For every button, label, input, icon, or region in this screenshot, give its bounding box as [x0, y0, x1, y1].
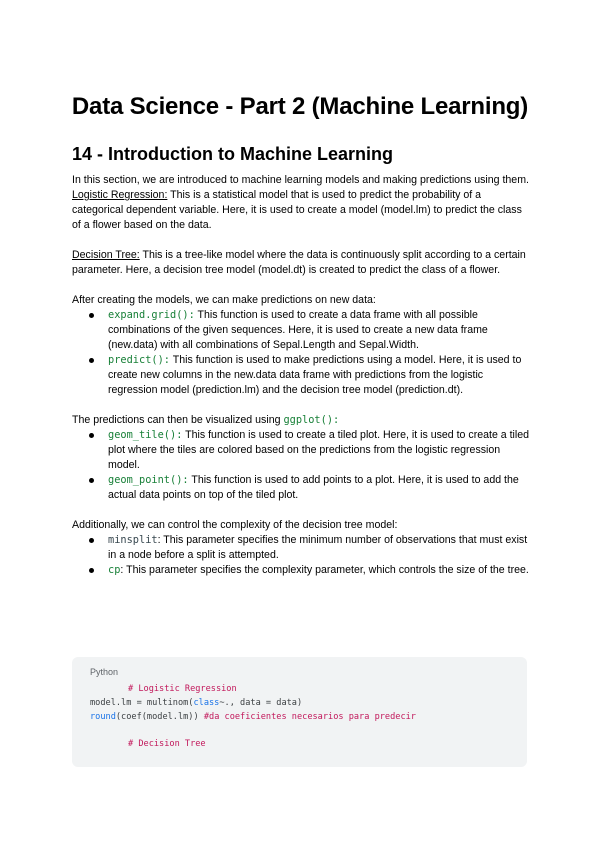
logistic-paragraph	[72, 188, 532, 233]
visualize-intro: The predictions can then be visualized using	[72, 414, 281, 426]
bullet-icon	[89, 478, 94, 483]
section-title: 14 - Introduction to Machine Learning	[72, 144, 394, 164]
code-text: model.lm = multinom(	[90, 698, 194, 708]
bullet-icon	[89, 358, 94, 363]
code-line	[90, 712, 416, 722]
list-item	[72, 563, 532, 578]
code-text: (coef(model.lm))	[115, 712, 204, 722]
document-title: Data Science - Part 2 (Machine Learning)	[71, 93, 529, 120]
list-item-text: : This parameter specifies the minimum number of observations that must exist in a node before a split is attempted.	[108, 534, 528, 561]
inline-code: geom_point():	[108, 474, 189, 486]
inline-code: geom_tile():	[108, 429, 183, 441]
inline-code: cp	[108, 564, 121, 576]
list-item	[72, 353, 532, 398]
prediction-list	[72, 308, 532, 398]
bullet-icon	[89, 433, 94, 438]
code-line	[128, 739, 206, 749]
complexity-intro: Additionally, we can control the complexity of the decision tree model:	[72, 519, 398, 531]
visualize-list	[72, 428, 532, 503]
decision-tree-text: This is a tree-like model where the data is continuously split according to a certain parameter. Here, a decision tree model (model.dt) is created to predict the class of a flower.	[72, 249, 526, 276]
bullet-icon	[89, 313, 94, 318]
logistic-text: This is a statistical model that is used to predict the probability of a categorical dependent variable. Here, it is used to create a model (model.lm) to predict the class of a flower based on the data.	[72, 189, 522, 231]
list-item	[72, 428, 532, 473]
decision-tree-paragraph	[72, 248, 532, 278]
code-comment: # Decision Tree	[128, 739, 206, 749]
list-item	[72, 473, 532, 503]
bullet-icon	[89, 538, 94, 543]
code-block[interactable]	[72, 657, 527, 767]
complexity-list	[72, 533, 532, 578]
list-item-text: : This parameter specifies the complexity parameter, which controls the size of the tree.	[120, 564, 529, 576]
code-keyword: class	[193, 698, 220, 708]
bullet-icon	[89, 568, 94, 573]
list-item	[72, 308, 532, 353]
code-line	[90, 698, 302, 708]
inline-code: minsplit	[108, 534, 158, 546]
logistic-term: Logistic Regression:	[72, 189, 168, 201]
code-comment: # Logistic Regression	[128, 684, 237, 694]
decision-tree-term: Decision Tree:	[72, 249, 140, 261]
list-item-text: This function is used to make predictions using a model. Here, it is used to create new columns in the new.data data frame with predictions from the logistic regression model (prediction.lm) and the decision tree model (prediction.dt).	[108, 354, 522, 396]
list-item-text: This function is used to create a data frame with all possible combinations of the given sequences. Here, it is used to create a new data frame (new.data) with all combinations of Sepal.Length and Sepal.Width.	[108, 309, 488, 351]
code-line	[128, 684, 237, 694]
inline-code: ggplot():	[283, 414, 340, 426]
intro-paragraph: In this section, we are introduced to machine learning models and making predictions using them.	[72, 174, 529, 186]
code-function: round	[90, 712, 116, 722]
inline-code: predict():	[108, 354, 170, 366]
code-text: ~., data = data)	[219, 698, 303, 708]
list-item-text: This function is used to create a tiled plot. Here, it is used to create a tiled plot where the tiles are colored based on the predictions from the logistic regression model.	[108, 429, 530, 471]
code-language-label: Python	[90, 667, 119, 677]
inline-code: expand.grid():	[108, 309, 195, 321]
predictions-intro: After creating the models, we can make predictions on new data:	[72, 294, 376, 306]
visualize-intro-paragraph	[72, 413, 532, 428]
list-item-text: This function is used to add points to a plot. Here, it is used to add the actual data points on top of the tiled plot.	[108, 474, 519, 501]
list-item	[72, 533, 532, 563]
section-body	[72, 173, 532, 578]
code-comment: #da coeficientes necesarios para predecir	[203, 712, 416, 722]
